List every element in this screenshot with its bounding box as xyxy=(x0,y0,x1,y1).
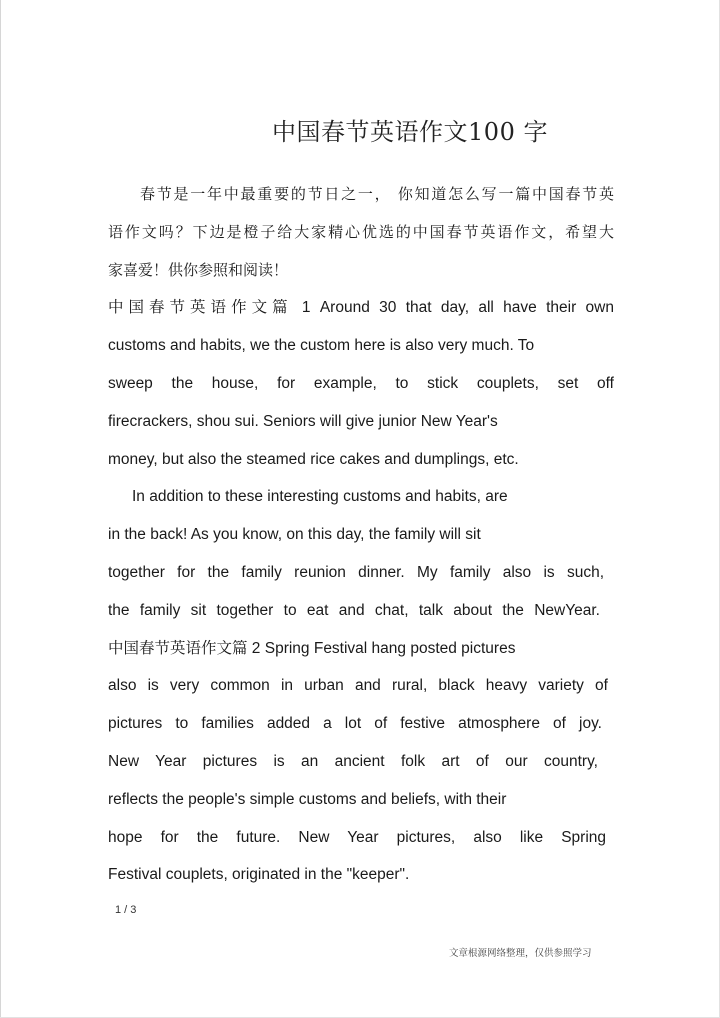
body-line-2: customs and habits, we the custom here is also very much. To xyxy=(108,337,535,354)
intro-line-2: 语作文吗？下边是橙子给大家精心优选的中国春节英语作文，希望大 xyxy=(108,223,614,241)
body-line-10: 中国春节英语作文篇 2 Spring Festival hang posted pictures xyxy=(108,640,516,657)
footer-note: 文章根源网络整理，仅供参照学习 xyxy=(449,948,592,959)
body-line-4: firecrackers, shou sui. Seniors will give junior New Year's xyxy=(108,413,498,430)
body-line-16: Festival couplets, originated in the "keeper". xyxy=(108,866,410,883)
body-line-15: hope for the future. New Year pictures, also like Spring xyxy=(108,829,606,846)
body-line-7: in the back! As you know, on this day, the family will sit xyxy=(108,526,481,543)
body-line-5: money, but also the steamed rice cakes and dumplings, etc. xyxy=(108,451,519,468)
body-line-8: together for the family reunion dinner. My family also is such, xyxy=(108,564,604,581)
page-border-left xyxy=(0,0,1,1018)
intro-line-3: 家喜爱！供你参照和阅读！ xyxy=(108,261,289,279)
body-line-6: In addition to these interesting customs and habits, are xyxy=(132,488,508,505)
body-line-13: New Year pictures is an ancient folk art of our country, xyxy=(108,753,598,770)
document-title: 中国春节英语作文100 字 xyxy=(272,118,548,146)
intro-line-1: 春节是一年中最重要的节日之一， 你知道怎么写一篇中国春节英 xyxy=(140,185,614,203)
page-number: 1 / 3 xyxy=(115,904,137,916)
body-line-3: sweep the house, for example, to stick couplets, set off xyxy=(108,375,614,392)
body-line-9: the family sit together to eat and chat, talk about the NewYear. xyxy=(108,602,600,619)
body-line-1: 中国春节英语作文篇 1 Around 30 that day, all have their own xyxy=(108,299,614,316)
body-line-11: also is very common in urban and rural, black heavy variety of xyxy=(108,677,608,694)
body-line-12: pictures to families added a lot of festive atmosphere of joy. xyxy=(108,715,602,732)
body-line-14: reflects the people's simple customs and beliefs, with their xyxy=(108,791,507,808)
